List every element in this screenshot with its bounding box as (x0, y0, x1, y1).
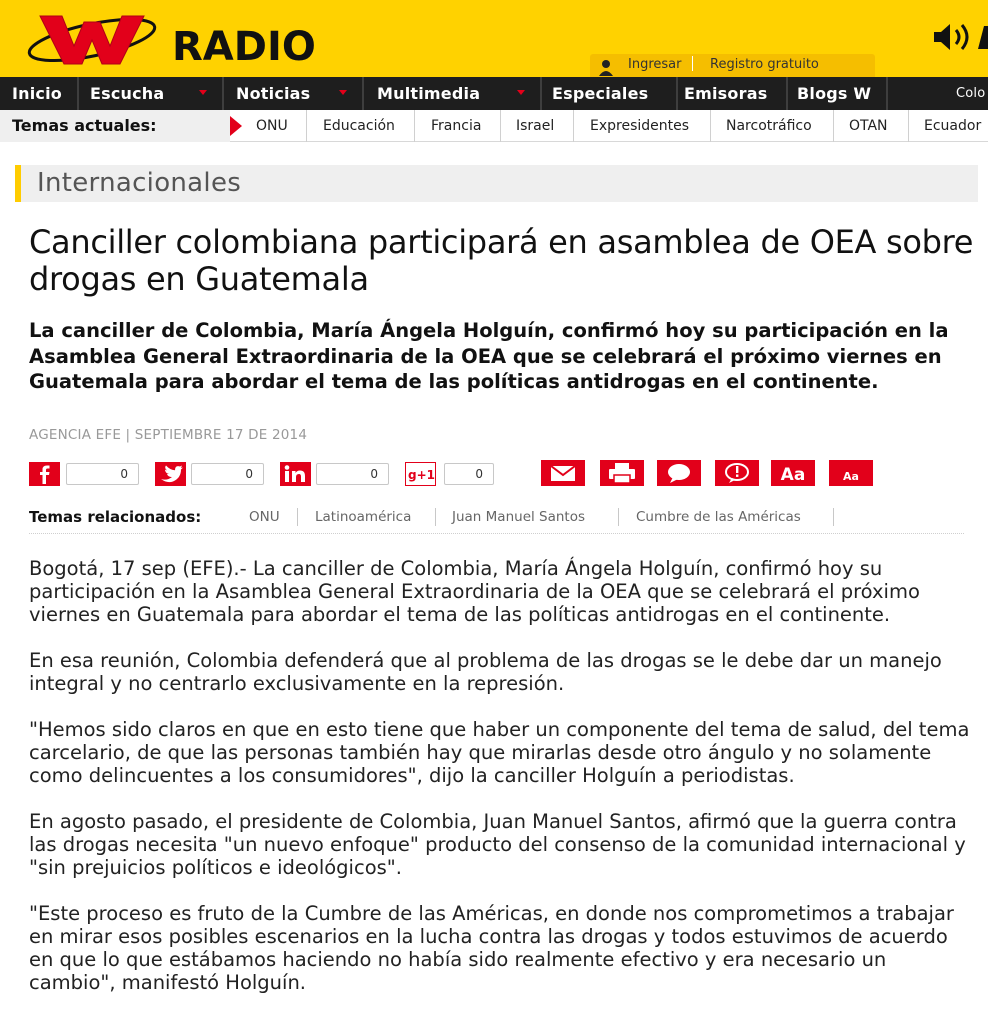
nav-divider (222, 77, 224, 110)
chevron-down-icon[interactable] (517, 90, 525, 95)
svg-text:RADIO: RADIO (172, 24, 316, 70)
nav-item-especiales[interactable]: Especiales (552, 84, 649, 103)
section-accent-bar (15, 165, 21, 202)
email-icon[interactable] (541, 460, 585, 486)
article-body (29, 557, 974, 1017)
article-paragraph: En agosto pasado, el presidente de Colombia, Juan Manuel Santos, afirmó que la guerra contra las drogas necesita "un nuevo enfoque" producto del consenso de la comunidad internacional y "sin prejuicios políticos e ideológicos". (29, 810, 966, 879)
topic-separator (306, 110, 307, 142)
user-icon (598, 59, 614, 76)
related-topic-link[interactable]: Cumbre de las Américas (636, 509, 801, 525)
linkedin-share-count: 0 (316, 463, 389, 485)
report-error-icon[interactable] (715, 460, 759, 486)
topic-separator (833, 110, 834, 142)
google-plus-icon[interactable] (405, 462, 436, 486)
related-topic-link[interactable]: Juan Manuel Santos (452, 509, 586, 525)
topic-link[interactable]: Francia (431, 118, 482, 134)
chevron-down-icon[interactable] (339, 90, 347, 95)
topics-label: Temas actuales: (12, 116, 157, 135)
main-nav (0, 77, 988, 110)
topic-link[interactable]: Israel (516, 118, 555, 134)
nav-item-blogs[interactable]: Blogs W (797, 84, 872, 103)
topic-link[interactable]: ONU (256, 118, 288, 134)
topic-separator (414, 110, 415, 142)
current-topics-bar (0, 110, 988, 142)
login-box (590, 54, 875, 77)
topic-link[interactable]: OTAN (849, 118, 888, 134)
nav-item-noticias[interactable]: Noticias (236, 84, 311, 103)
article-paragraph: "Hemos sido claros en que en esto tiene que haber un componente del tema de salud, del tema carcelario, de que las personas también hay que mirarlas desde otro ángulo y no solamente como delincuentes a los consumidores", dijo la canciller Holguín a periodistas. (29, 718, 970, 787)
register-link[interactable]: Registro gratuito (710, 57, 819, 72)
nav-divider (77, 77, 79, 110)
speaker-icon[interactable] (932, 22, 988, 52)
login-separator (692, 56, 693, 71)
section-header (15, 165, 978, 202)
topic-separator (573, 110, 574, 142)
nav-item-emisoras[interactable]: Emisoras (684, 84, 768, 103)
article-paragraph: En esa reunión, Colombia defenderá que al problema de las drogas se le debe dar un manejo integral y no centrarlo exclusivamente en la represión. (29, 649, 942, 695)
svg-text:Aa: Aa (843, 470, 859, 483)
article-paragraph: "Este proceso es fruto de la Cumbre de las Américas, en donde nos comprometimos a trabajar en mirar esos posibles escenarios en la lucha contra las drogas y todos estuvimos de acuerdo en que lo que estábamos haciendo no había sido realmente efectivo y era necesario un cambio", manifestó Holguín. (29, 902, 954, 994)
share-toolbar (0, 460, 988, 488)
topics-label-box (0, 110, 230, 142)
related-separator (618, 508, 619, 526)
nav-divider (540, 77, 542, 110)
related-topics-label: Temas relacionados: (29, 508, 202, 526)
font-size-decrease-icon[interactable] (829, 460, 873, 486)
print-icon[interactable] (600, 460, 644, 486)
related-topic-link[interactable]: Latinoamérica (315, 509, 412, 525)
article-headline: Canciller colombiana participará en asamblea de OEA sobre drogas en Guatemala (29, 223, 974, 298)
twitter-share-count: 0 (191, 463, 264, 485)
article-lead: La canciller de Colombia, María Ángela Holguín, confirmó hoy su participación en la Asamblea General Extraordinaria de la OEA que se celebrará el próximo viernes en Guatemala para abordar el tema de las políticas antidrogas en el continente. (29, 319, 949, 393)
font-size-increase-icon[interactable] (771, 460, 815, 486)
topic-separator (908, 110, 909, 142)
related-separator (833, 508, 834, 526)
login-link[interactable]: Ingresar (628, 57, 682, 72)
related-separator (435, 508, 436, 526)
nav-item-colombia[interactable]: Colo (956, 86, 986, 101)
comment-icon[interactable] (657, 460, 701, 486)
topic-separator (500, 110, 501, 142)
nav-item-inicio[interactable]: Inicio (12, 84, 62, 103)
site-header (0, 0, 988, 77)
related-topics (29, 506, 964, 534)
w-radio-logo[interactable] (22, 6, 352, 70)
linkedin-icon[interactable] (280, 462, 311, 486)
topic-link[interactable]: Ecuador (924, 118, 982, 134)
nav-divider (362, 77, 364, 110)
nav-divider (676, 77, 678, 110)
google-plus-share-count: 0 (444, 463, 494, 485)
chevron-down-icon[interactable] (199, 90, 207, 95)
svg-text:g+1: g+1 (408, 468, 435, 482)
topic-link[interactable]: Expresidentes (590, 118, 690, 134)
topic-link[interactable]: Narcotráfico (726, 118, 812, 134)
section-title[interactable]: Internacionales (37, 168, 242, 198)
topic-link[interactable]: Educación (323, 118, 395, 134)
related-topic-link[interactable]: ONU (249, 509, 280, 525)
nav-item-multimedia[interactable]: Multimedia (377, 84, 481, 103)
article-paragraph: Bogotá, 17 sep (EFE).- La canciller de Colombia, María Ángela Holguín, confirmó hoy su participación en la Asamblea General Extraordinaria de la OEA que se celebrará el próximo viernes en Guatemala para abordar el tema de las políticas antidrogas en el continente. (29, 557, 920, 626)
nav-divider (786, 77, 788, 110)
svg-text:Aa: Aa (780, 465, 806, 485)
facebook-share-count: 0 (66, 463, 139, 485)
arrow-right-icon (230, 116, 242, 136)
twitter-icon[interactable] (155, 462, 186, 486)
nav-item-escucha[interactable]: Escucha (90, 84, 165, 103)
related-separator (297, 508, 298, 526)
nav-divider (886, 77, 888, 110)
facebook-icon[interactable] (29, 462, 60, 486)
topic-separator (710, 110, 711, 142)
article-byline: AGENCIA EFE | SEPTIEMBRE 17 DE 2014 (29, 427, 308, 443)
